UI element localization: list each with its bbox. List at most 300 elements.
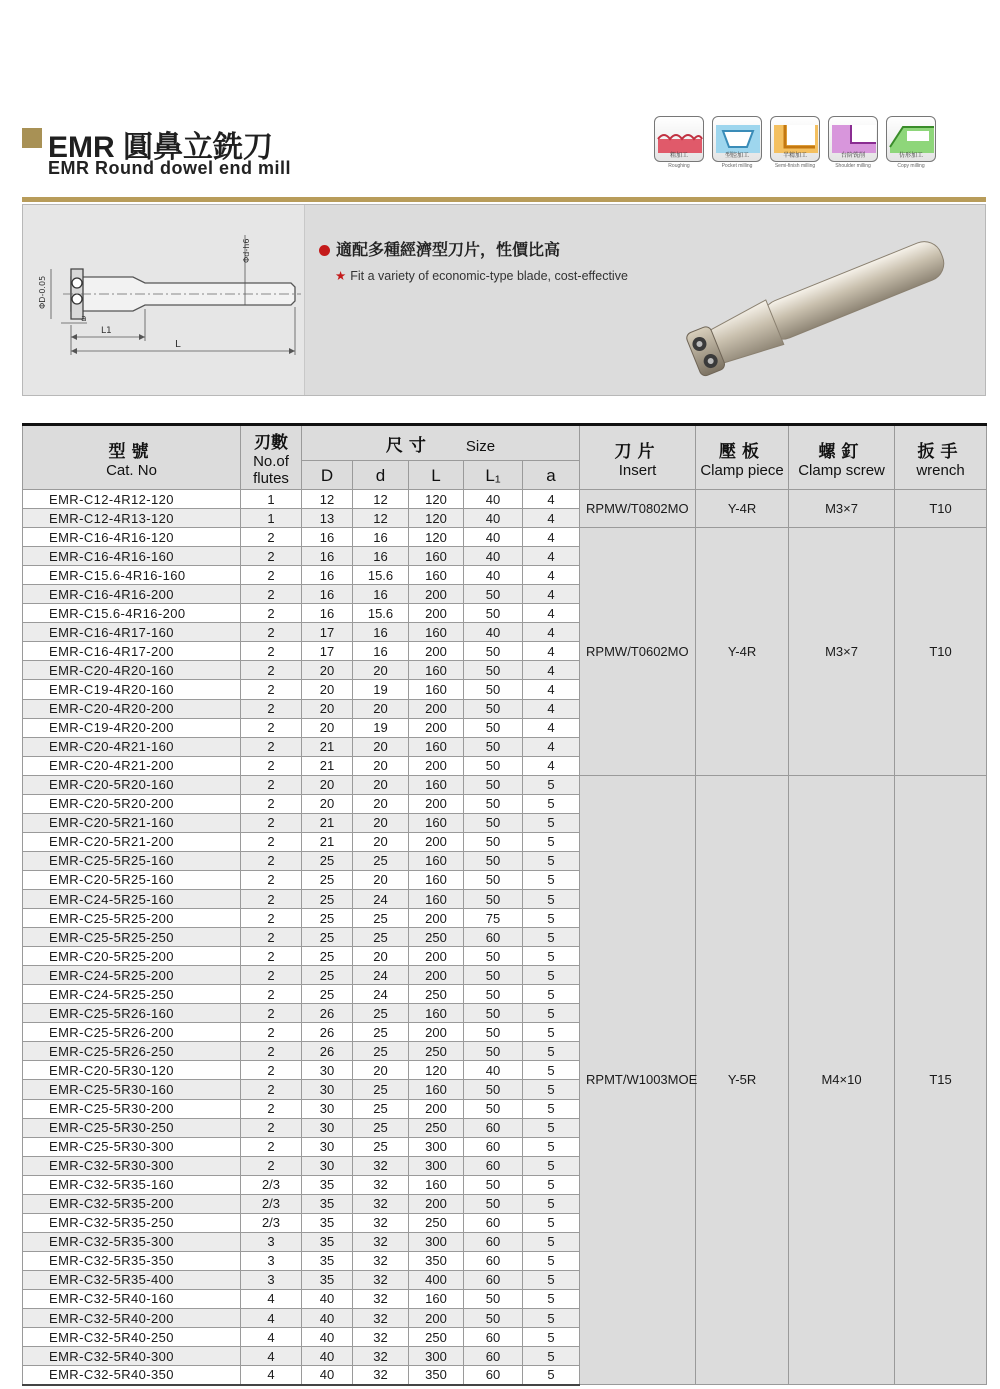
cell-value: 250 [409, 1118, 464, 1137]
cell-value: 35 [302, 1194, 353, 1213]
cell-cat-no: EMR-C12-4R12-120 [23, 490, 241, 509]
cell-value: 30 [302, 1137, 353, 1156]
feature-cn: 適配多種經濟型刀片，性價比高 [319, 237, 628, 260]
cell-value: 5 [523, 1080, 580, 1099]
cell-value: 5 [523, 1118, 580, 1137]
cell-value: 50 [464, 794, 523, 813]
star-icon: ★ [335, 269, 347, 283]
cell-value: 60 [464, 1232, 523, 1251]
cell-cat-no: EMR-C15.6-4R16-200 [23, 604, 241, 623]
cell-value: 250 [409, 1042, 464, 1061]
cell-value: 2 [241, 870, 302, 889]
cell-value: 50 [464, 1099, 523, 1118]
cell-value: 35 [302, 1213, 353, 1232]
cell-cat-no: EMR-C32-5R40-300 [23, 1347, 241, 1366]
cell-value: 60 [464, 1118, 523, 1137]
cell-wrench: T10 [895, 528, 987, 776]
cell-value: 5 [523, 985, 580, 1004]
cell-value: 2 [241, 566, 302, 585]
op-copy: 仿形加工 Copy milling [886, 116, 936, 169]
cell-value: 4 [523, 490, 580, 509]
cell-value: 60 [464, 1347, 523, 1366]
cell-cat-no: EMR-C24-5R25-160 [23, 889, 241, 908]
table-row [23, 490, 987, 509]
cell-cat-no: EMR-C25-5R30-200 [23, 1099, 241, 1118]
cell-value: 50 [464, 947, 523, 966]
cell-value: 200 [409, 1309, 464, 1328]
cell-value: 4 [523, 737, 580, 756]
cell-value: 2 [241, 909, 302, 928]
cell-value: 60 [464, 1328, 523, 1347]
cell-value: 5 [523, 1232, 580, 1251]
cell-value: 50 [464, 699, 523, 718]
cell-value: 50 [464, 851, 523, 870]
cell-value: 4 [523, 547, 580, 566]
cell-value: 5 [523, 832, 580, 851]
dim-a-label: a [81, 314, 87, 324]
cell-value: 5 [523, 947, 580, 966]
cell-value: 2 [241, 1042, 302, 1061]
cell-value: 2 [241, 1023, 302, 1042]
cell-value: 4 [241, 1309, 302, 1328]
cell-cat-no: EMR-C16-4R16-120 [23, 528, 241, 547]
cell-value: 40 [302, 1309, 353, 1328]
cell-value: 200 [409, 1194, 464, 1213]
title-square-icon [22, 128, 42, 148]
cell-value: 60 [464, 1366, 523, 1385]
cell-cat-no: EMR-C32-5R40-350 [23, 1366, 241, 1385]
cell-value: 40 [464, 1061, 523, 1080]
cell-value: 12 [353, 509, 409, 528]
cell-value: 2 [241, 737, 302, 756]
cell-value: 250 [409, 985, 464, 1004]
col-d: d [353, 461, 409, 490]
cell-clamp: Y-5R [696, 775, 789, 1385]
cell-cat-no: EMR-C19-4R20-200 [23, 718, 241, 737]
cell-value: 2 [241, 1099, 302, 1118]
cell-cat-no: EMR-C15.6-4R16-160 [23, 566, 241, 585]
cell-value: 2 [241, 547, 302, 566]
cell-value: 32 [353, 1251, 409, 1270]
col-wrench: 扳手 wrench [895, 425, 987, 490]
cell-value: 25 [302, 889, 353, 908]
cell-value: 2 [241, 1118, 302, 1137]
col-cat-no: 型號 Cat. No [23, 425, 241, 490]
cell-value: 5 [523, 870, 580, 889]
cell-value: 2/3 [241, 1194, 302, 1213]
cell-value: 2/3 [241, 1213, 302, 1232]
cell-value: 4 [523, 642, 580, 661]
cell-value: 60 [464, 1156, 523, 1175]
feature-en: ★ Fit a variety of economic-type blade, cost-effective [335, 269, 628, 283]
cell-value: 50 [464, 604, 523, 623]
cell-cat-no: EMR-C32-5R35-300 [23, 1232, 241, 1251]
col-screw: 螺釘 Clamp screw [789, 425, 895, 490]
cell-value: 32 [353, 1232, 409, 1251]
cell-value: 5 [523, 1289, 580, 1308]
cell-value: 32 [353, 1328, 409, 1347]
cell-cat-no: EMR-C20-5R25-200 [23, 947, 241, 966]
cell-value: 20 [302, 794, 353, 813]
cell-value: 5 [523, 1366, 580, 1385]
cell-value: 5 [523, 1175, 580, 1194]
cell-value: 17 [302, 642, 353, 661]
cell-cat-no: EMR-C25-5R30-160 [23, 1080, 241, 1099]
spec-table [22, 423, 987, 1386]
cell-value: 32 [353, 1309, 409, 1328]
cell-value: 50 [464, 642, 523, 661]
cell-value: 4 [523, 718, 580, 737]
cell-value: 50 [464, 1080, 523, 1099]
cell-value: 15.6 [353, 566, 409, 585]
cell-value: 20 [353, 699, 409, 718]
cell-value: 4 [523, 661, 580, 680]
cell-cat-no: EMR-C25-5R25-250 [23, 928, 241, 947]
cell-value: 26 [302, 1023, 353, 1042]
cell-value: 30 [302, 1061, 353, 1080]
table-row [23, 775, 987, 794]
cell-cat-no: EMR-C20-5R20-200 [23, 794, 241, 813]
cell-value: 2 [241, 699, 302, 718]
feature-text [319, 237, 628, 283]
dim-d-label: Φd-h6 [242, 238, 251, 263]
cell-value: 20 [353, 832, 409, 851]
cell-value: 3 [241, 1251, 302, 1270]
cell-value: 2 [241, 775, 302, 794]
cell-value: 2 [241, 756, 302, 775]
cell-value: 20 [353, 775, 409, 794]
cell-value: 2 [241, 585, 302, 604]
cell-value: 17 [302, 623, 353, 642]
cell-value: 160 [409, 870, 464, 889]
cell-cat-no: EMR-C25-5R30-300 [23, 1137, 241, 1156]
cell-value: 4 [523, 699, 580, 718]
cell-cat-no: EMR-C32-5R40-250 [23, 1328, 241, 1347]
cell-value: 50 [464, 661, 523, 680]
cell-value: 200 [409, 909, 464, 928]
cell-value: 5 [523, 1099, 580, 1118]
cell-value: 2 [241, 1004, 302, 1023]
cell-value: 2 [241, 604, 302, 623]
cell-value: 2 [241, 947, 302, 966]
cell-value: 40 [302, 1328, 353, 1347]
cell-value: 19 [353, 718, 409, 737]
col-L: L [409, 461, 464, 490]
cell-value: 120 [409, 509, 464, 528]
cell-cat-no: EMR-C20-5R30-120 [23, 1061, 241, 1080]
cell-value: 300 [409, 1156, 464, 1175]
cell-value: 350 [409, 1366, 464, 1385]
cell-value: 24 [353, 966, 409, 985]
cell-value: 50 [464, 775, 523, 794]
cell-value: 25 [302, 909, 353, 928]
cell-value: 5 [523, 1194, 580, 1213]
cell-wrench: T10 [895, 490, 987, 528]
cell-value: 5 [523, 1042, 580, 1061]
cell-value: 26 [302, 1042, 353, 1061]
cell-value: 40 [302, 1289, 353, 1308]
cell-value: 50 [464, 1175, 523, 1194]
cell-value: 40 [464, 490, 523, 509]
cell-value: 300 [409, 1347, 464, 1366]
cell-value: 350 [409, 1251, 464, 1270]
cell-value: 5 [523, 794, 580, 813]
cell-value: 4 [523, 585, 580, 604]
cell-value: 50 [464, 870, 523, 889]
cell-cat-no: EMR-C25-5R26-200 [23, 1023, 241, 1042]
cell-value: 50 [464, 832, 523, 851]
cell-value: 2 [241, 680, 302, 699]
cell-value: 20 [353, 756, 409, 775]
cell-cat-no: EMR-C32-5R40-160 [23, 1289, 241, 1308]
cell-value: 16 [353, 528, 409, 547]
gold-divider [22, 197, 986, 202]
cell-value: 50 [464, 737, 523, 756]
op-pocket: 型腔加工 Pocket milling [712, 116, 762, 169]
cell-value: 50 [464, 813, 523, 832]
cell-value: 16 [302, 547, 353, 566]
cell-value: 50 [464, 966, 523, 985]
col-insert: 刀片 Insert [580, 425, 696, 490]
cell-value: 5 [523, 1251, 580, 1270]
cell-value: 16 [353, 642, 409, 661]
cell-value: 160 [409, 737, 464, 756]
cell-value: 30 [302, 1118, 353, 1137]
cell-value: 5 [523, 851, 580, 870]
cell-value: 250 [409, 1213, 464, 1232]
cell-value: 5 [523, 1213, 580, 1232]
cell-value: 200 [409, 1099, 464, 1118]
cell-value: 25 [302, 928, 353, 947]
cell-value: 24 [353, 889, 409, 908]
cell-value: 2 [241, 985, 302, 1004]
cell-value: 32 [353, 1175, 409, 1194]
cell-value: 160 [409, 623, 464, 642]
cell-value: 160 [409, 547, 464, 566]
cell-cat-no: EMR-C20-4R20-200 [23, 699, 241, 718]
cell-value: 2 [241, 718, 302, 737]
cell-value: 2 [241, 661, 302, 680]
cell-value: 160 [409, 1289, 464, 1308]
cell-value: 250 [409, 1328, 464, 1347]
cell-value: 120 [409, 490, 464, 509]
spec-table-body [23, 490, 987, 1385]
cell-value: 40 [464, 547, 523, 566]
cell-value: 4 [241, 1366, 302, 1385]
cell-value: 30 [302, 1080, 353, 1099]
cell-value: 20 [302, 680, 353, 699]
cell-value: 4 [241, 1328, 302, 1347]
cell-cat-no: EMR-C32-5R35-350 [23, 1251, 241, 1270]
cell-value: 20 [302, 661, 353, 680]
col-a: a [523, 461, 580, 490]
cell-value: 50 [464, 1023, 523, 1042]
cell-value: 25 [353, 909, 409, 928]
cell-value: 3 [241, 1270, 302, 1289]
cell-value: 160 [409, 680, 464, 699]
cell-value: 2 [241, 966, 302, 985]
cell-value: 13 [302, 509, 353, 528]
cell-value: 5 [523, 1004, 580, 1023]
cell-value: 2/3 [241, 1175, 302, 1194]
cell-clamp: Y-4R [696, 528, 789, 776]
cell-value: 30 [302, 1099, 353, 1118]
cell-value: 24 [353, 985, 409, 1004]
cell-value: 200 [409, 718, 464, 737]
cell-value: 16 [353, 623, 409, 642]
cell-value: 5 [523, 1347, 580, 1366]
cell-value: 60 [464, 1251, 523, 1270]
cell-value: 32 [353, 1194, 409, 1213]
cell-value: 25 [353, 1118, 409, 1137]
cell-value: 5 [523, 775, 580, 794]
cell-value: 50 [464, 680, 523, 699]
cell-value: 200 [409, 947, 464, 966]
cell-value: 32 [353, 1289, 409, 1308]
cell-value: 250 [409, 928, 464, 947]
cell-screw: M4×10 [789, 775, 895, 1385]
cell-value: 4 [523, 623, 580, 642]
cell-value: 20 [353, 737, 409, 756]
cell-cat-no: EMR-C20-5R21-160 [23, 813, 241, 832]
operation-icons [654, 116, 936, 169]
cell-cat-no: EMR-C32-5R30-300 [23, 1156, 241, 1175]
cell-value: 1 [241, 509, 302, 528]
cell-value: 25 [353, 1004, 409, 1023]
cell-value: 5 [523, 1061, 580, 1080]
cell-value: 5 [523, 1156, 580, 1175]
cell-value: 160 [409, 661, 464, 680]
cell-value: 21 [302, 756, 353, 775]
cell-cat-no: EMR-C32-5R35-250 [23, 1213, 241, 1232]
cell-value: 16 [353, 547, 409, 566]
cell-value: 5 [523, 1023, 580, 1042]
cell-cat-no: EMR-C32-5R35-400 [23, 1270, 241, 1289]
cell-value: 25 [353, 928, 409, 947]
cell-screw: M3×7 [789, 528, 895, 776]
cell-value: 4 [523, 566, 580, 585]
cell-value: 16 [302, 604, 353, 623]
cell-value: 50 [464, 1309, 523, 1328]
cell-value: 50 [464, 1289, 523, 1308]
cell-value: 2 [241, 1137, 302, 1156]
cell-value: 32 [353, 1156, 409, 1175]
cell-value: 15.6 [353, 604, 409, 623]
cell-insert: RPMT/W1003MOE [580, 775, 696, 1385]
cell-value: 25 [353, 1080, 409, 1099]
cell-value: 40 [464, 623, 523, 642]
cell-value: 35 [302, 1270, 353, 1289]
cell-value: 32 [353, 1270, 409, 1289]
cell-value: 4 [241, 1289, 302, 1308]
cell-value: 300 [409, 1137, 464, 1156]
cell-cat-no: EMR-C24-5R25-200 [23, 966, 241, 985]
cell-value: 5 [523, 909, 580, 928]
cell-cat-no: EMR-C12-4R13-120 [23, 509, 241, 528]
cell-cat-no: EMR-C16-4R17-160 [23, 623, 241, 642]
cell-cat-no: EMR-C32-5R35-200 [23, 1194, 241, 1213]
cell-value: 5 [523, 813, 580, 832]
cell-value: 20 [353, 794, 409, 813]
cell-value: 4 [523, 509, 580, 528]
cell-value: 50 [464, 1042, 523, 1061]
table-row [23, 528, 987, 547]
col-size: 尺寸 Size [302, 425, 580, 461]
cell-value: 5 [523, 889, 580, 908]
cell-value: 40 [302, 1366, 353, 1385]
cell-value: 60 [464, 1270, 523, 1289]
cell-value: 200 [409, 585, 464, 604]
cell-value: 12 [353, 490, 409, 509]
cell-value: 4 [523, 680, 580, 699]
cell-value: 5 [523, 966, 580, 985]
col-L1: L₁ [464, 461, 523, 490]
cell-value: 4 [523, 604, 580, 623]
cell-value: 35 [302, 1232, 353, 1251]
cell-value: 25 [302, 851, 353, 870]
cell-value: 20 [353, 661, 409, 680]
cell-value: 50 [464, 985, 523, 1004]
cell-value: 50 [464, 585, 523, 604]
cell-value: 35 [302, 1175, 353, 1194]
cell-insert: RPMW/T0802MO [580, 490, 696, 528]
cell-value: 2 [241, 1061, 302, 1080]
cell-value: 25 [353, 1023, 409, 1042]
cell-value: 200 [409, 1023, 464, 1042]
cell-value: 50 [464, 756, 523, 775]
cell-cat-no: EMR-C20-4R20-160 [23, 661, 241, 680]
page-title-en: EMR Round dowel end mill [48, 158, 291, 178]
cell-value: 60 [464, 1137, 523, 1156]
cell-screw: M3×7 [789, 490, 895, 528]
cell-value: 400 [409, 1270, 464, 1289]
cell-value: 20 [353, 870, 409, 889]
cell-value: 16 [302, 585, 353, 604]
cell-cat-no: EMR-C32-5R40-200 [23, 1309, 241, 1328]
cell-value: 60 [464, 1213, 523, 1232]
cell-value: 32 [353, 1347, 409, 1366]
cell-value: 20 [353, 947, 409, 966]
cell-value: 2 [241, 851, 302, 870]
op-roughing: 粗加工 Roughing [654, 116, 704, 169]
cell-value: 21 [302, 832, 353, 851]
cell-value: 75 [464, 909, 523, 928]
cell-value: 32 [353, 1213, 409, 1232]
cell-value: 25 [302, 870, 353, 889]
col-flutes: 刃數 No.of flutes [241, 425, 302, 490]
cell-value: 4 [523, 528, 580, 547]
cell-value: 120 [409, 528, 464, 547]
cell-value: 2 [241, 642, 302, 661]
cell-value: 2 [241, 1156, 302, 1175]
cell-value: 4 [241, 1347, 302, 1366]
cell-value: 16 [302, 528, 353, 547]
cell-value: 200 [409, 642, 464, 661]
cell-value: 25 [353, 1042, 409, 1061]
cell-value: 5 [523, 1270, 580, 1289]
cell-value: 160 [409, 1004, 464, 1023]
cell-value: 20 [302, 775, 353, 794]
cell-value: 25 [353, 851, 409, 870]
cell-value: 50 [464, 889, 523, 908]
cell-value: 5 [523, 928, 580, 947]
cell-value: 40 [464, 566, 523, 585]
cell-insert: RPMW/T0602MO [580, 528, 696, 776]
cell-value: 2 [241, 528, 302, 547]
cell-value: 2 [241, 832, 302, 851]
cell-value: 21 [302, 737, 353, 756]
cell-value: 4 [523, 756, 580, 775]
